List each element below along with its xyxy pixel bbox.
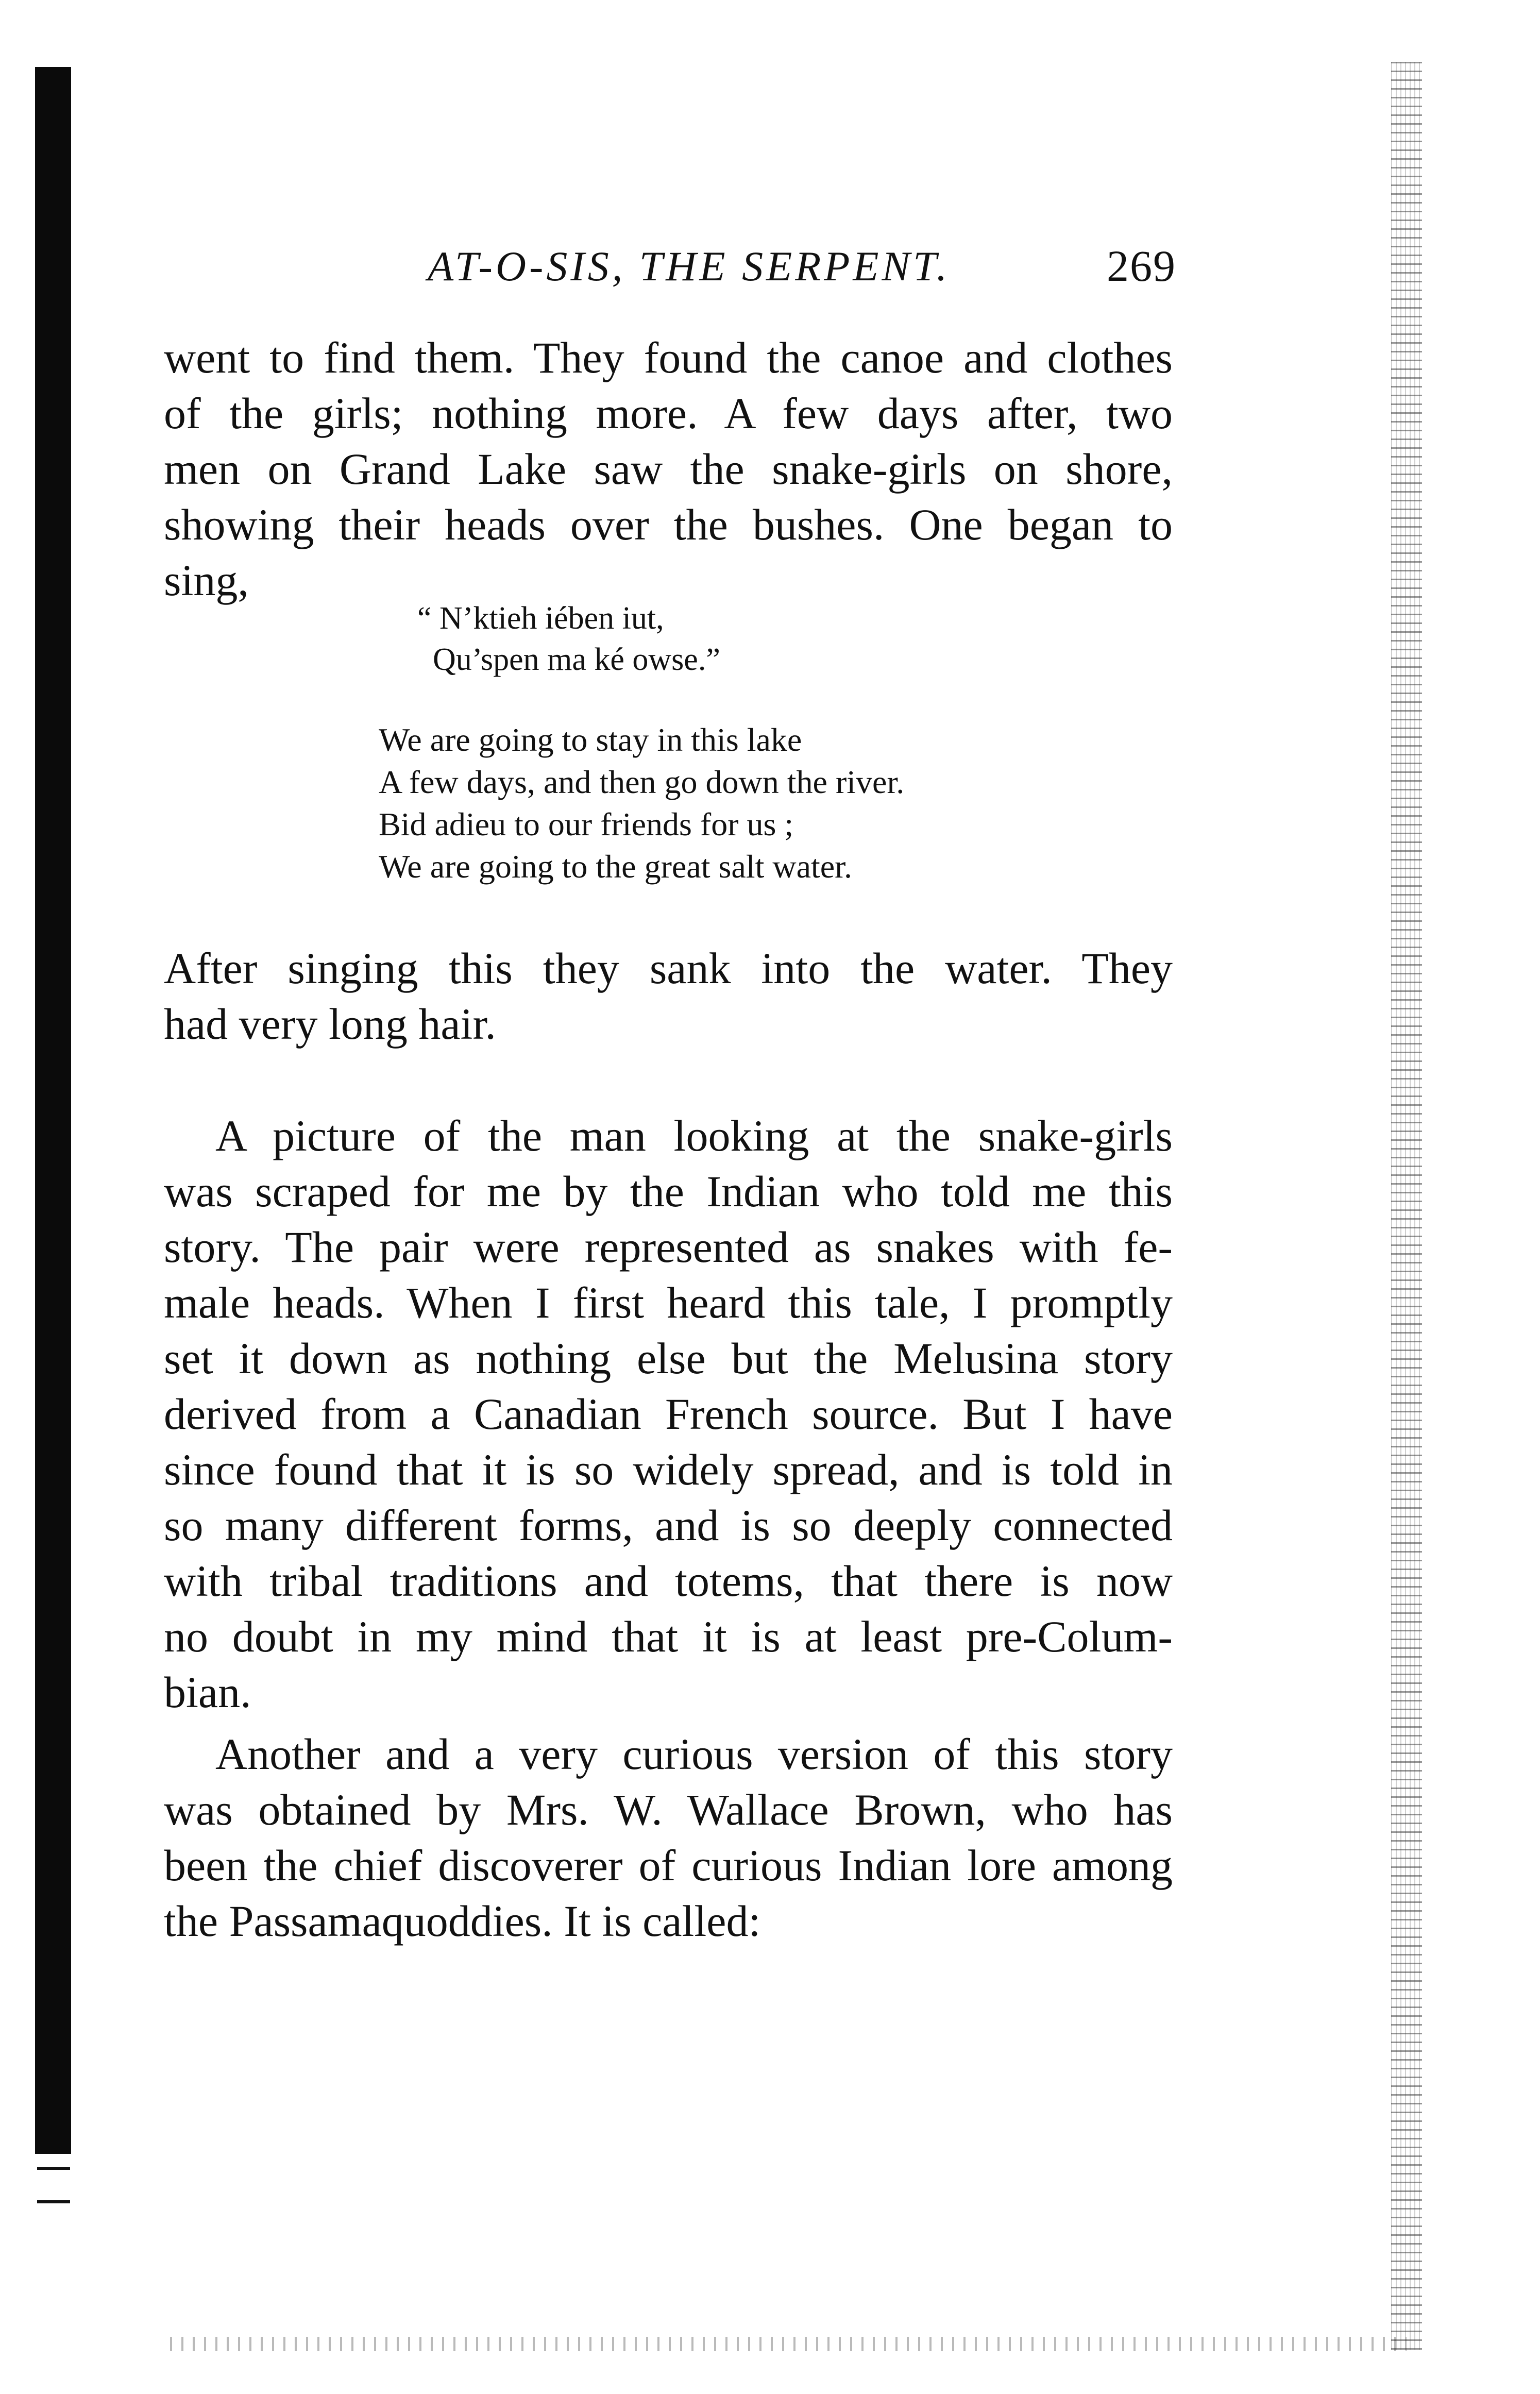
binding-mark	[37, 2200, 70, 2203]
text-line: sing,	[164, 555, 249, 605]
song-translation	[379, 719, 904, 888]
text-line: men on Grand Lake saw the snake-girls on shore,	[164, 444, 1173, 494]
page-edge-bottom	[170, 2337, 1407, 2351]
running-head: AT-O-SIS, THE SERPENT.	[428, 243, 951, 290]
paragraph	[164, 1108, 1173, 1720]
verse-line: We are going to stay in this lake	[379, 721, 802, 758]
text-line: was obtained by Mrs. W. Wallace Brown, who has	[164, 1785, 1173, 1834]
verse-line: We are going to the great salt water.	[379, 848, 852, 885]
text-line: with tribal traditions and totems, that there is now	[164, 1556, 1173, 1606]
text-line: set it down as nothing else but the Melusina story	[164, 1334, 1173, 1383]
page-number: 269	[1107, 241, 1176, 291]
text-line: After singing this they sank into the water. They	[164, 943, 1173, 993]
text-line: bian.	[164, 1667, 251, 1717]
binding-mark	[37, 2167, 70, 2170]
text-line: showing their heads over the bushes. One began to	[164, 500, 1173, 549]
text-line: been the chief discoverer of curious Indian lore among	[164, 1841, 1173, 1890]
text-line: of the girls; nothing more. A few days after, two	[164, 389, 1173, 438]
text-line: was scraped for me by the Indian who told me this	[164, 1167, 1173, 1216]
text-line: since found that it is so widely spread, and is told in	[164, 1445, 1173, 1494]
text-line: derived from a Canadian French source. But I have	[164, 1389, 1173, 1439]
song-verse	[417, 598, 720, 680]
paragraph	[164, 330, 1173, 608]
text-line: A picture of the man looking at the snake-girls	[215, 1111, 1173, 1160]
verse-line: “ N’ktieh iében iut,	[417, 601, 664, 636]
text-line: went to find them. They found the canoe and clothes	[164, 333, 1173, 382]
text-line: had very long hair.	[164, 999, 496, 1049]
paragraph	[164, 1726, 1173, 1949]
verse-line: Qu’spen ma ké owse.”	[433, 642, 720, 677]
text-line: the Passamaquoddies. It is called:	[164, 1896, 761, 1946]
text-line: story. The pair were represented as snakes with fe-	[164, 1222, 1173, 1272]
text-line: so many different forms, and is so deeply connected	[164, 1501, 1173, 1550]
text-line: Another and a very curious version of this story	[215, 1729, 1173, 1779]
paragraph	[164, 940, 1173, 1052]
text-line: male heads. When I first heard this tale, I promptly	[164, 1278, 1173, 1327]
binding-shadow	[35, 67, 71, 2154]
text-line: no doubt in my mind that it is at least pre-Colum-	[164, 1612, 1173, 1661]
verse-line: Bid adieu to our friends for us ;	[379, 806, 794, 842]
verse-line: A few days, and then go down the river.	[379, 764, 905, 800]
page-edge-right	[1391, 62, 1422, 2350]
